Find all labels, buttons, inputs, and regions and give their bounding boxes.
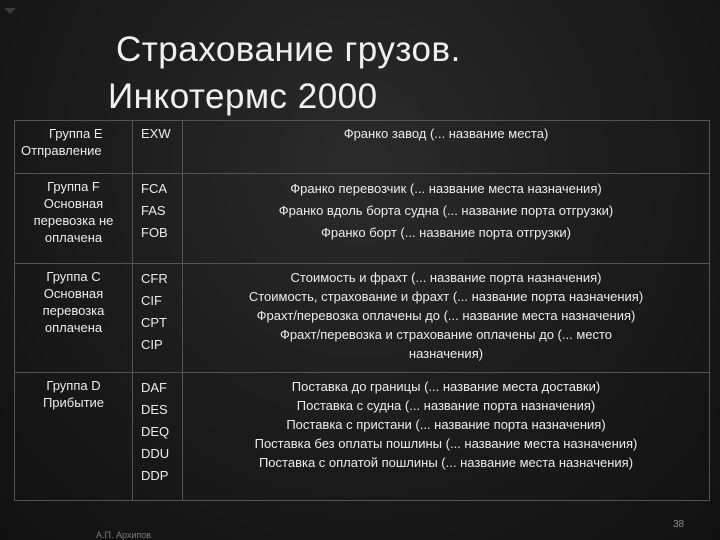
group-desc-line: перевозка не [33, 213, 114, 228]
term-description: Франко завод (... название места) [343, 126, 549, 141]
term-code: DAF [141, 380, 167, 395]
codes-cell [133, 264, 183, 373]
term-description: Стоимость, страхование и фрахт (... название порта назначения) [248, 289, 644, 304]
term-description: Фрахт/перевозка оплачены до (... название места назначения) [256, 308, 636, 323]
group-cell [15, 264, 133, 373]
term-code: CIF [141, 293, 162, 308]
term-code: CPT [141, 315, 167, 330]
term-description: Поставка с пристани (... название порта назначения) [286, 417, 606, 432]
group-name: Группа D [46, 378, 101, 393]
term-code: DDU [141, 446, 170, 461]
group-desc-line: Основная [43, 196, 104, 211]
table-row-group-c [15, 264, 710, 373]
term-description: Поставка без оплаты пошлины (... название места назначения) [254, 436, 638, 451]
term-description: Франко вдоль борта судна (... название порта отгрузки) [278, 203, 614, 218]
term-description: Фрахт/перевозка и страхование оплачены до (... место [279, 327, 613, 342]
group-name: Группа C [46, 269, 101, 284]
group-name: Группа E [49, 126, 103, 141]
term-code: DES [141, 402, 168, 417]
table-row-group-e [15, 121, 710, 174]
term-description: Поставка до границы (... название места доставки) [291, 379, 601, 394]
group-desc-line: перевозка [42, 303, 105, 318]
term-description: Поставка с оплатой пошлины (... название места назначения) [258, 455, 634, 470]
corner-decoration [4, 8, 16, 14]
term-code: CIP [141, 337, 163, 352]
group-cell [15, 373, 133, 501]
codes-cell [133, 121, 183, 174]
incoterms-table [14, 120, 710, 501]
group-desc-line: оплачена [44, 230, 103, 245]
term-description: Франко перевозчик (... название места назначения) [290, 181, 602, 196]
group-cell [15, 121, 133, 174]
group-desc: Отправление [21, 143, 102, 158]
table-row-group-d [15, 373, 710, 501]
title-line-1: Страхование грузов. [116, 30, 461, 69]
descriptions-cell [183, 174, 710, 264]
group-desc-line: Прибытие [42, 395, 105, 410]
term-code: EXW [141, 126, 171, 141]
term-code: FOB [141, 225, 168, 240]
title-line-2: Инкотермс 2000 [108, 77, 378, 116]
footer-author: А.П. Архипов [96, 530, 152, 540]
descriptions-cell [183, 121, 710, 174]
term-code: FAS [141, 203, 166, 218]
group-name: Группа F [47, 179, 100, 194]
page-number: 38 [673, 519, 685, 530]
term-code: DEQ [141, 424, 170, 439]
slide-title [108, 26, 528, 120]
descriptions-cell [183, 264, 710, 373]
codes-cell [133, 174, 183, 264]
group-cell [15, 174, 133, 264]
term-description: Франко борт (... название порта отгрузки) [321, 225, 571, 240]
term-code: FCA [141, 181, 167, 196]
term-code: CFR [141, 271, 168, 286]
table-row-group-f [15, 174, 710, 264]
group-desc-line: оплачена [44, 320, 103, 335]
term-description: Стоимость и фрахт (... название порта назначения) [290, 270, 602, 285]
descriptions-cell [183, 373, 710, 501]
group-desc-line: Основная [43, 286, 104, 301]
term-description: назначения) [408, 346, 484, 361]
term-description: Поставка с судна (... название порта назначения) [296, 398, 596, 413]
term-code: DDP [141, 468, 169, 483]
codes-cell [133, 373, 183, 501]
